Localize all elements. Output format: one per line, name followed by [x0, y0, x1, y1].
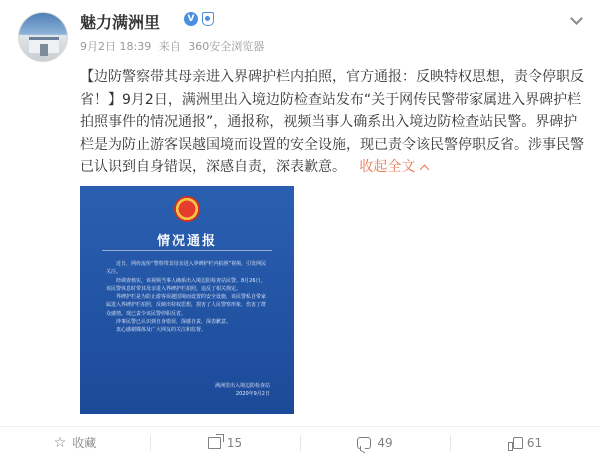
like-count: 61: [526, 435, 543, 450]
favorite-label: 收藏: [72, 436, 97, 450]
post-text: [80, 66, 585, 179]
notice-paragraph: 经调查核实，该视频当事人确系出入境边防检查站民警。8月26日，该民警休息时带其母亲进入界碑护栏拍照，违反了相关规定。: [106, 277, 266, 292]
like-button[interactable]: [450, 427, 600, 458]
thumbs-up-icon: [508, 437, 521, 449]
comment-button[interactable]: [300, 427, 450, 458]
share-button[interactable]: [150, 427, 300, 458]
avatar[interactable]: [18, 12, 68, 62]
comment-icon: [357, 437, 371, 449]
post-meta: [80, 38, 268, 54]
source-prefix: 来自: [158, 40, 181, 53]
notice-paragraph: 涉事民警已认识到自身错误，深感自责，深表歉意。: [116, 319, 232, 326]
badge-icon[interactable]: [202, 12, 214, 26]
share-icon: [208, 437, 221, 449]
collapse-label[interactable]: 收起全文: [359, 159, 416, 175]
notice-org: 满洲里出入境边防检查站: [214, 383, 270, 389]
username[interactable]: 魅力满洲里: [80, 13, 161, 32]
verified-icon[interactable]: V: [184, 12, 198, 26]
notice-paragraph: 界碑护栏是为防止游客误越国境而设置的安全设施，该民警私自带家属进入界碑护栏拍照，反映出特权思想，损害了人民警察形象，伤害了群众感情。现已责令该民警停职反省。: [106, 294, 267, 317]
comment-count: 49: [377, 435, 393, 450]
notice-title: 情况通报: [156, 234, 217, 249]
star-icon: ☆: [53, 434, 67, 451]
collapse-link[interactable]: [350, 159, 428, 175]
post-date[interactable]: 9月2日 18:39: [80, 40, 152, 53]
notice-paragraph: 近日，网传流传“警察带其母亲进入界碑护栏内拍照”视频，引发网民关注。: [106, 261, 267, 276]
notice-body: [106, 260, 268, 335]
notice-image[interactable]: [80, 186, 294, 414]
chevron-down-icon[interactable]: [570, 14, 582, 26]
share-count: 15: [226, 435, 243, 450]
action-bar: [0, 426, 600, 458]
notice-date: 2020年9月2日: [235, 391, 270, 397]
notice-paragraph: 衷心感谢媒体及广大网友的关注和监督。: [116, 327, 207, 334]
post-body: 【边防警察带其母亲进入界碑护栏内拍照，官方通报：反映特权思想，责令停职反省！】9月2日，满洲里出入境边防检查站发布“关于网传民警带家属进入界碑护栏拍照事件的情况通报”，通报称，视频当事人确系出入境边防检查站民警。界碑护栏是为防止游客误越国境而设置的安全设施，现已责令该民警停职反省。涉事民警已认识到自身错误，深感自责，深表歉意。: [80, 69, 584, 175]
police-emblem-icon: [174, 196, 200, 222]
favorite-button[interactable]: [0, 427, 150, 458]
notice-divider: [102, 250, 272, 251]
chevron-up-icon[interactable]: [420, 165, 430, 175]
post-header: [0, 0, 600, 60]
notice-signature: [215, 382, 270, 398]
post-source[interactable]: 360安全浏览器: [188, 40, 265, 53]
